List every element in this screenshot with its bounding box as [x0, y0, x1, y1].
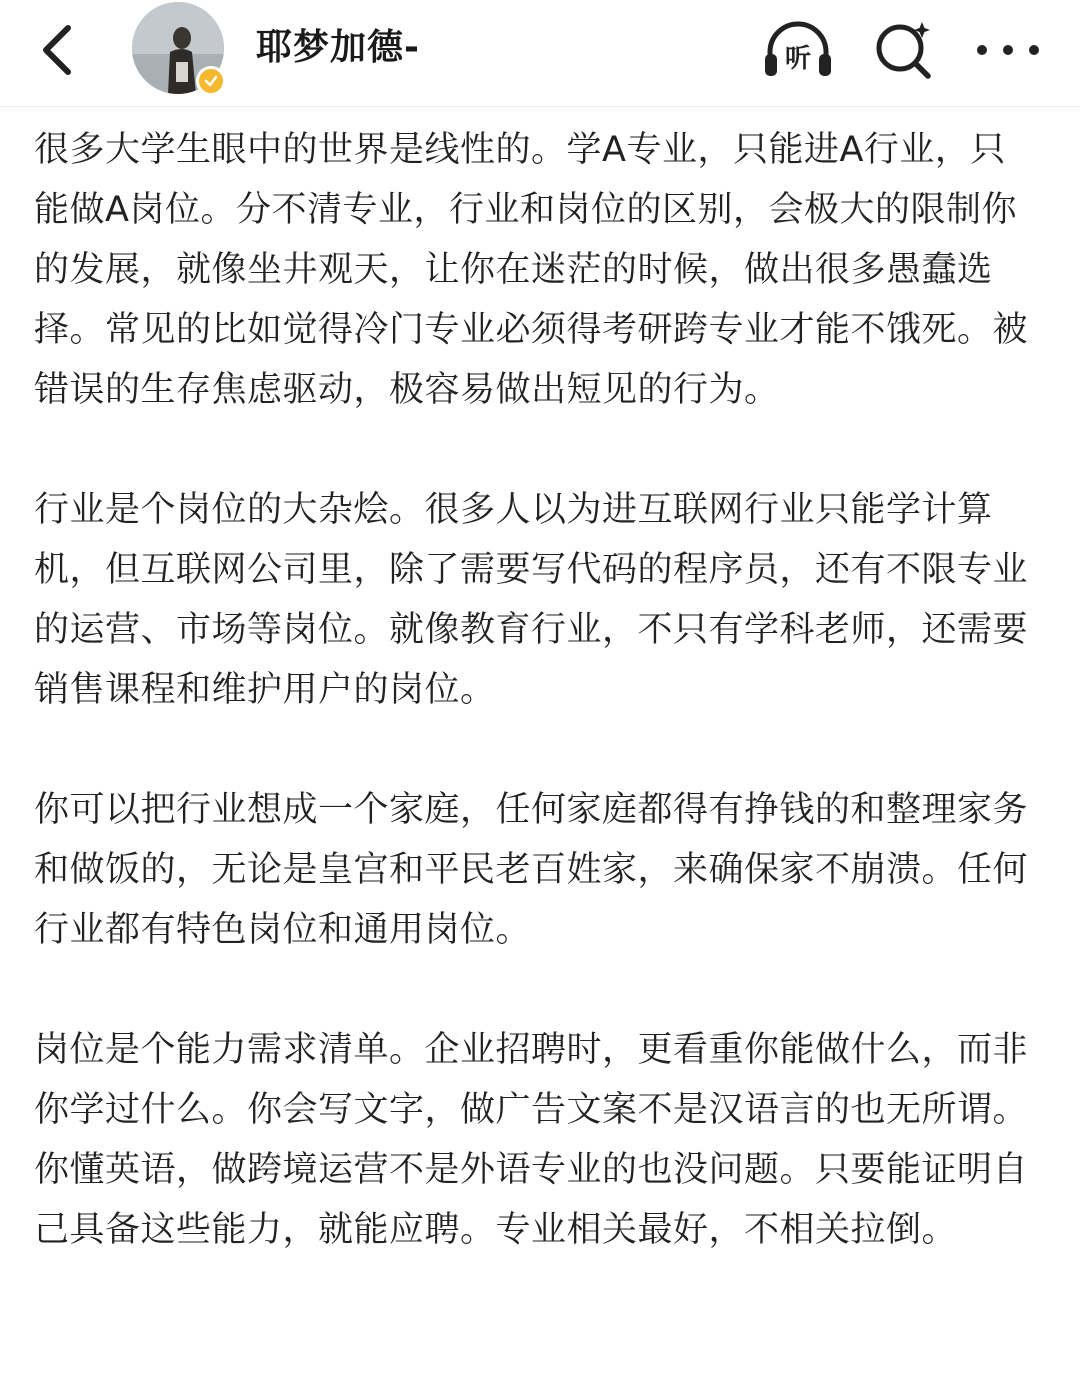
post-body — [34, 120, 1034, 1320]
back-button[interactable] — [28, 18, 84, 82]
top-bar — [0, 0, 1080, 107]
post-paragraph: 你可以把行业想成一个家庭，任何家庭都得有挣钱的和整理家务和做饭的，无论是皇宫和平民老百姓家，来确保家不崩溃。任何行业都有特色岗位和通用岗位。 — [34, 790, 1029, 950]
search-button[interactable] — [872, 18, 936, 82]
post-paragraph: 岗位是个能力需求清单。企业招聘时，更看重你能做什么，而非你学过什么。你会写文字，做广告文案不是汉语言的也无所谓。你懂英语，做跨境运营不是外语专业的也没问题。只要能证明自己具备这些能力，就能应聘。专业相关最好，不相关拉倒。 — [34, 1030, 1029, 1250]
avatar[interactable] — [132, 2, 228, 98]
more-button[interactable] — [972, 18, 1044, 82]
verified-badge — [196, 66, 226, 96]
username[interactable]: 耶梦加德- — [256, 27, 420, 68]
listen-label: 听 — [784, 44, 812, 74]
more-icon — [972, 40, 1044, 60]
check-icon — [203, 73, 219, 89]
headphones-icon — [760, 18, 836, 82]
listen-button[interactable] — [760, 18, 836, 82]
post-paragraph: 很多大学生眼中的世界是线性的。学A专业，只能进A行业，只能做A岗位。分不清专业，行业和岗位的区别，会极大的限制你的发展，就像坐井观天，让你在迷茫的时候，做出很多愚蠢选择。常见的比如觉得冷门专业必须得考研跨专业才能不饿死。被错误的生存焦虑驱动，极容易做出短见的行为。 — [34, 130, 1029, 410]
post-paragraph: 行业是个岗位的大杂烩。很多人以为进互联网行业只能学计算机，但互联网公司里，除了需要写代码的程序员，还有不限专业的运营、市场等岗位。就像教育行业，不只有学科老师，还需要销售课程和维护用户的岗位。 — [34, 490, 1029, 710]
search-icon — [872, 18, 936, 82]
chevron-left-icon — [36, 22, 76, 78]
